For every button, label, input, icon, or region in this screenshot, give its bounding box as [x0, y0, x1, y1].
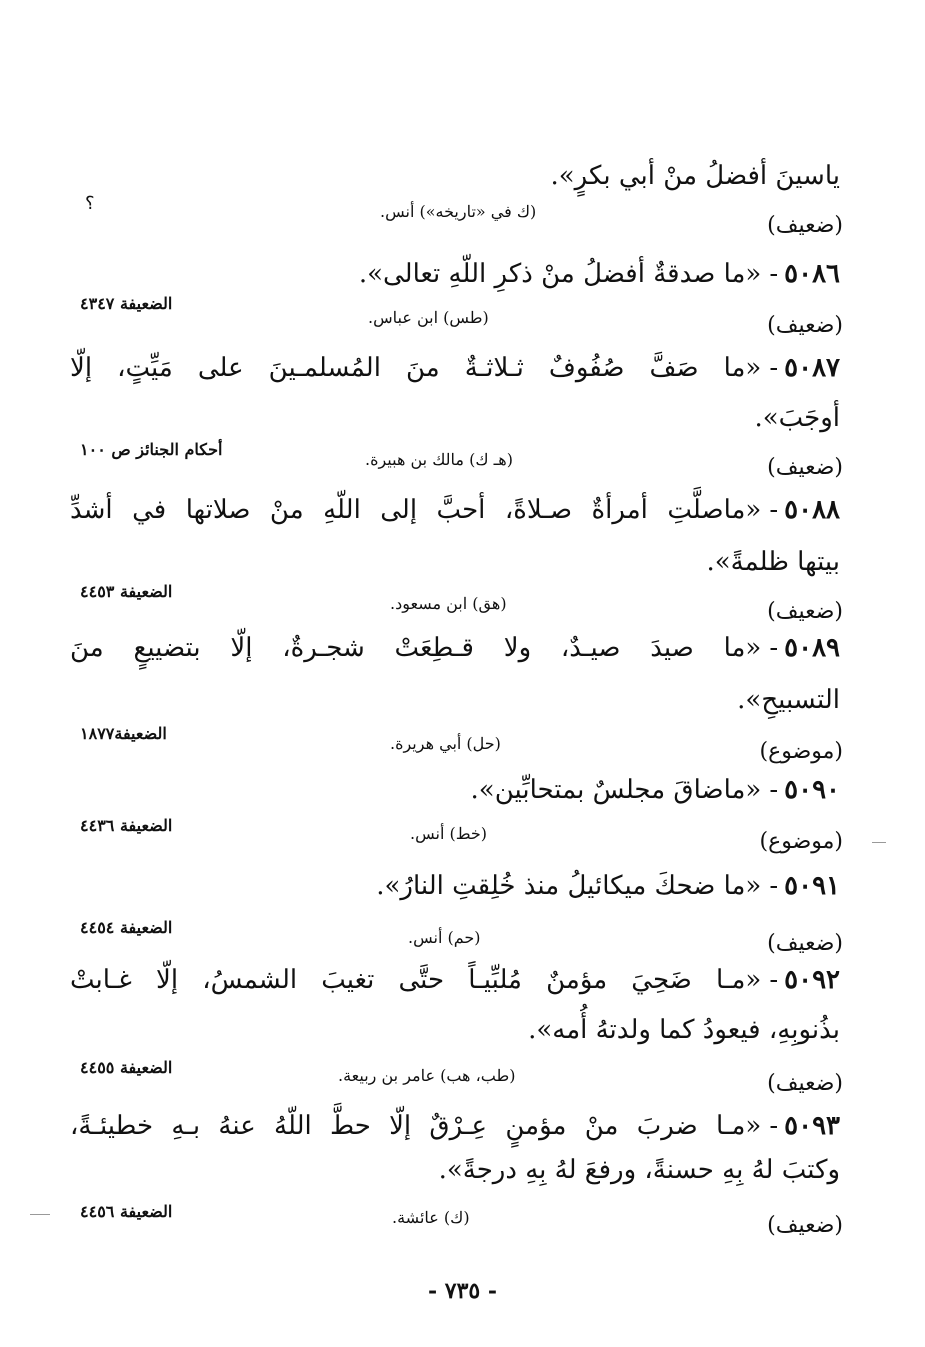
hadith-entry: ٥٠٨٩-«ما صيدَ صيـدٌ، ولا قـطِعَتْ شجـرةٌ، إلّا بتضييعٍ منَ — [70, 633, 840, 663]
hadith-number: ٥٠٨٩ — [784, 633, 840, 663]
margin-question-mark: ؟ — [85, 193, 95, 214]
hadith-entry: ٥٠٨٧-«ما صَفَّ صُفُوفٌ ثـلاثـةٌ منَ المُسلمـينَ على مَيِّتٍ، إلّا — [70, 353, 840, 383]
hadith-source: (حم) أنس. — [408, 928, 481, 947]
hadith-entry: ٥٠٩٠-«ماضاقَ مجلسٌ بمتحابِّين». — [470, 775, 840, 805]
reference-note: الضعيفة ٤٤٥٥ — [80, 1058, 173, 1077]
hadith-number: ٥٠٩١ — [784, 871, 840, 901]
reference-note: الضعيفة ٤٤٥٣ — [80, 582, 173, 601]
hadith-grade: (ضعيف) — [767, 1071, 843, 1096]
hadith-text-continued: بذُنوبِهِ، فيعودُ كما ولدتهُ أُمه». — [528, 1015, 840, 1045]
hadith-number: ٥٠٩٢ — [784, 965, 840, 995]
reference-note: الضعيفة ٤٤٣٦ — [80, 816, 173, 835]
hadith-entry: ٥٠٩١-«ما ضحكَ ميكائيلُ منذ خُلِقتِ النارُ». — [376, 871, 840, 901]
hadith-source: (ك في «تاريخه») أنس. — [380, 202, 537, 221]
hadith-grade: (ضعيف) — [767, 213, 843, 238]
hadith-source: (طب، هب) عامر بن ربيعة. — [338, 1066, 516, 1085]
hadith-text: «ما صدقةٌ أفضلُ منْ ذكرِ اللّهِ تعالى». — [358, 259, 762, 289]
hadith-text-continued: التسبيحِ». — [737, 685, 840, 715]
hadith-source: (ك) عائشة. — [392, 1208, 470, 1227]
hadith-number: ٥٠٩٠ — [784, 775, 840, 805]
hadith-number: ٥٠٨٨ — [784, 495, 840, 525]
hadith-grade: (ضعيف) — [767, 313, 843, 338]
reference-note: الضعيفة١٨٧٧ — [80, 724, 167, 743]
hadith-text: «ماضاقَ مجلسٌ بمتحابِّين». — [470, 775, 762, 805]
hadith-entry: ٥٠٨٨-«ماصلَّتِ أمرأةٌ صـلاةً، أحبَّ إلى اللّهِ منْ صلاتها في أشدِّ — [70, 495, 840, 525]
hadith-text-continued: أوجَبَ». — [754, 403, 840, 433]
margin-mark — [872, 842, 886, 843]
hadith-grade: (موضوع) — [759, 829, 843, 854]
hadith-entry: ٥٠٩٣-«مـا ضربَ منْ مؤمنٍ عِـرْقٌ إلّا حطَّ اللّهُ عنهُ بـهِ خطيئـةً، — [70, 1111, 840, 1141]
hadith-number: ٥٠٨٦ — [784, 259, 840, 289]
hadith-text-continued: وكتبَ لهُ بِهِ حسنةً، ورفعَ لهُ بِهِ درجةً». — [438, 1155, 840, 1185]
margin-mark — [30, 1214, 50, 1215]
hadith-entry: ٥٠٨٦-«ما صدقةٌ أفضلُ منْ ذكرِ اللّهِ تعالى». — [358, 259, 840, 289]
reference-note: أحكام الجنائز ص ١٠٠ — [80, 440, 223, 459]
hadith-grade: (ضعيف) — [767, 931, 843, 956]
hadith-text: «ما صيدَ صيـدٌ، ولا قـطِعَتْ شجـرةٌ، إلّا بتضييعٍ منَ — [70, 633, 762, 663]
hadith-source: (حل) أبي هريرة. — [390, 734, 501, 753]
hadith-source: (هق) ابن مسعود. — [390, 594, 507, 613]
hadith-text: «ماصلَّتِ أمرأةٌ صـلاةً، أحبَّ إلى اللّهِ منْ صلاتها في أشدِّ — [70, 495, 762, 525]
hadith-text-continued: بيتها ظلمةً». — [706, 547, 840, 577]
hadith-number: ٥٠٩٣ — [784, 1111, 840, 1141]
hadith-text: «مـا ضَحِيَ مؤمنٌ مُلبِّيـاً حتَّى تغيبَ الشمسُ، إلّا غـابتْ — [70, 965, 762, 995]
hadith-grade: (ضعيف) — [767, 455, 843, 480]
hadith-text: «ما ضحكَ ميكائيلُ منذ خُلِقتِ النارُ». — [376, 871, 762, 901]
hadith-source: (هـ ك) مالك بن هبيرة. — [365, 450, 513, 469]
page-number: - ٧٣٥ - — [427, 1278, 498, 1304]
reference-note: الضعيفة ٤٣٤٧ — [80, 294, 173, 313]
hadith-text: «مـا ضربَ منْ مؤمنٍ عِـرْقٌ إلّا حطَّ اللّهُ عنهُ بـهِ خطيئـةً، — [70, 1111, 762, 1141]
hadith-number: ٥٠٨٧ — [784, 353, 840, 383]
hadith-source: (طس) ابن عباس. — [368, 308, 489, 327]
hadith-text: «ما صَفَّ صُفُوفٌ ثـلاثـةٌ منَ المُسلمـينَ على مَيِّتٍ، إلّا — [70, 353, 762, 383]
hadith-grade: (ضعيف) — [767, 1213, 843, 1238]
hadith-source: (خط) أنس. — [410, 824, 488, 843]
continuation-line: ياسينَ أفضلُ منْ أبي بكرٍ». — [550, 161, 840, 191]
reference-note: الضعيفة ٤٤٥٦ — [80, 1202, 173, 1221]
hadith-entry: ٥٠٩٢-«مـا ضَحِيَ مؤمنٌ مُلبِّيـاً حتَّى تغيبَ الشمسُ، إلّا غـابتْ — [70, 965, 840, 995]
reference-note: الضعيفة ٤٤٥٤ — [80, 918, 173, 937]
hadith-grade: (موضوع) — [759, 739, 843, 764]
hadith-grade: (ضعيف) — [767, 599, 843, 624]
